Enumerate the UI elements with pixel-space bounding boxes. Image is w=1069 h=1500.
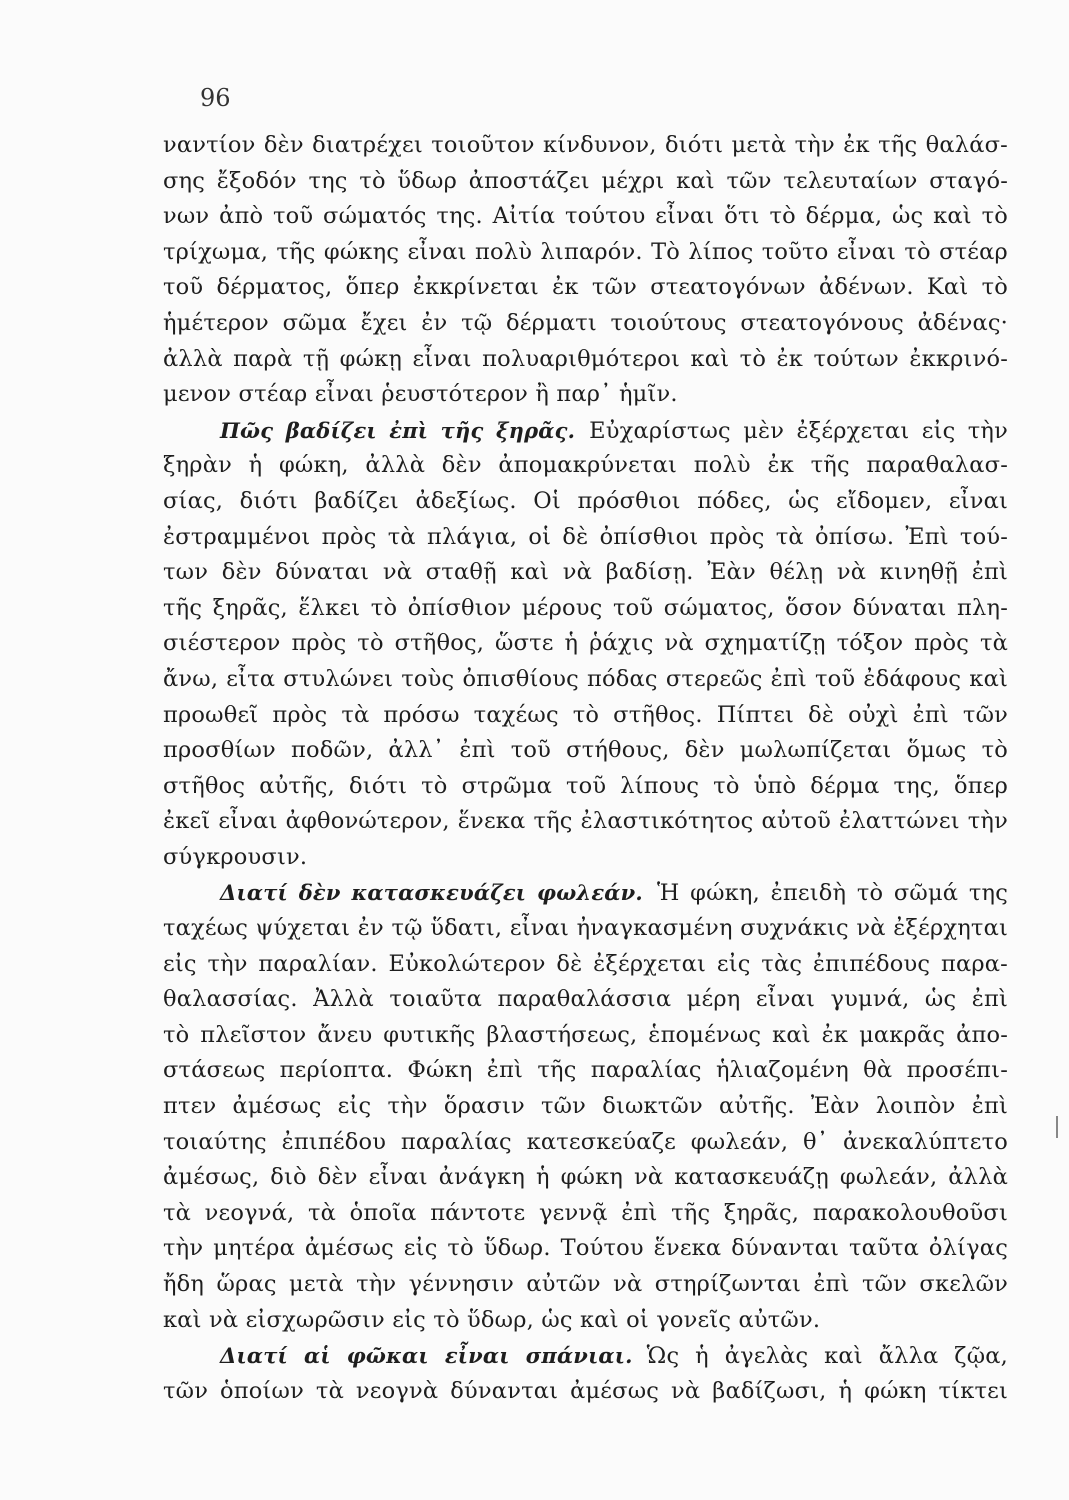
text-line: πτεν ἀμέσως εἰς τὴν ὅρασιν τῶν διωκτῶν αὐτῆς. Ἐὰν λοιπὸν ἐπὶ bbox=[163, 1093, 1008, 1120]
text-line: στῆθος αὐτῆς, διότι τὸ στρῶμα τοῦ λίπους τὸ ὑπὸ δέρμα της, ὅπερ bbox=[163, 772, 1008, 799]
text-line: σης ἔξοδόν της τὸ ὕδωρ ἀποστάζει μέχρι καὶ τῶν τελευταίων σταγό- bbox=[163, 167, 1008, 194]
text-line: ἀλλὰ παρὰ τῇ φώκῃ εἶναι πολυαριθμότεροι καὶ τὸ ἐκ τούτων ἐκκρινό- bbox=[163, 345, 1008, 372]
text-line: τῶν ὁποίων τὰ νεογνὰ δύνανται ἀμέσως νὰ βαδίζωσι, ἡ φώκη τίκτει bbox=[163, 1377, 1008, 1404]
text-line: προσθίων ποδῶν, ἀλλ᾽ ἐπὶ τοῦ στήθους, δὲν μωλωπίζεται ὅμως τὸ bbox=[163, 737, 1008, 764]
text-line: νων ἀπὸ τοῦ σώματός της. Αἰτία τούτου εἶναι ὅτι τὸ δέρμα, ὡς καὶ τὸ bbox=[163, 203, 1008, 230]
text-line: ἐκεῖ εἶναι ἀφθονώτερον, ἕνεκα τῆς ἐλαστικότητος αὐτοῦ ἐλαττώνει τὴν bbox=[163, 808, 1008, 835]
heading-line bbox=[163, 1338, 1008, 1374]
text-line: ναντίον δὲν διατρέχει τοιοῦτον κίνδυνον, διότι μετὰ τὴν ἐκ τῆς θαλάσ- bbox=[163, 132, 1008, 158]
text-line: σύγκρουσιν. bbox=[163, 843, 308, 870]
text-line: τὰ νεογνά, τὰ ὁποῖα πάντοτε γεννᾷ ἐπὶ τῆς ξηρᾶς, παρακολουθοῦσι bbox=[163, 1199, 1008, 1226]
text-line: ἀμέσως, διὸ δὲν εἶναι ἀνάγκη ἡ φώκη νὰ κατασκευάζῃ φωλεάν, ἀλλὰ bbox=[163, 1164, 1008, 1191]
text-line: εἰς τὴν παραλίαν. Εὐκολώτερον δὲ ἐξέρχεται εἰς τὰς ἐπιπέδους παρα- bbox=[163, 950, 1008, 977]
body-text bbox=[163, 128, 1008, 1409]
text-line: καὶ νὰ εἰσχωρῶσιν εἰς τὸ ὕδωρ, ὡς καὶ οἱ γονεῖς αὐτῶν. bbox=[163, 1306, 821, 1333]
text-line: τῆς ξηρᾶς, ἕλκει τὸ ὀπίσθιον μέρους τοῦ σώματος, ὅσον δύναται πλη- bbox=[163, 594, 1008, 621]
text-line: θαλασσίας. Ἀλλὰ τοιαῦτα παραθαλάσσια μέρη εἶναι γυμνά, ὡς ἐπὶ bbox=[163, 986, 1008, 1013]
text-line: τὴν μητέρα ἀμέσως εἰς τὸ ὕδωρ. Τούτου ἕνεκα δύνανται ταῦτα ὀλίγας bbox=[163, 1235, 1008, 1262]
text-line: στάσεως περίοπτα. Φώκη ἐπὶ τῆς παραλίας ἡλιαζομένη θὰ προσέπι- bbox=[163, 1057, 1008, 1084]
text-line: των δὲν δύναται νὰ σταθῇ καὶ νὰ βαδίσῃ. Ἐὰν θέλῃ νὰ κινηθῇ ἐπὶ bbox=[163, 559, 1008, 586]
heading-line bbox=[163, 875, 1008, 911]
text-line: τρίχωμα, τῆς φώκης εἶναι πολὺ λιπαρόν. Τὸ λίπος τοῦτο εἶναι τὸ στέαρ bbox=[163, 238, 1008, 265]
text-line: ξηρὰν ἡ φώκη, ἀλλὰ δὲν ἀπομακρύνεται πολὺ ἐκ τῆς παραθαλασ- bbox=[163, 452, 1008, 479]
text-line: τὸ πλεῖστον ἄνευ φυτικῆς βλαστήσεως, ἑπομένως καὶ ἐκ μακρᾶς ἀπο- bbox=[163, 1021, 1008, 1048]
text-line: τοιαύτης ἐπιπέδου παραλίας κατεσκεύαζε φωλεάν, θ᾽ ἀνεκαλύπτετο bbox=[163, 1128, 1008, 1155]
text-line: Ἡ φώκη, ἐπειδὴ τὸ σῶμά της bbox=[656, 880, 1008, 907]
text-line: σιέστερον πρὸς τὸ στῆθος, ὥστε ἡ ῥάχις νὰ σχηματίζῃ τόξον πρὸς τὰ bbox=[163, 630, 1008, 657]
text-line: σίας, διότι βαδίζει ἀδεξίως. Οἱ πρόσθιοι πόδες, ὡς εἴδομεν, εἶναι bbox=[163, 487, 1008, 514]
text-line: προωθεῖ πρὸς τὰ πρόσω ταχέως τὸ στῆθος. Πίπτει δὲ οὐχὶ ἐπὶ τῶν bbox=[163, 701, 1008, 728]
text-line: ἡμέτερον σῶμα ἔχει ἐν τῷ δέρματι τοιούτους στεατογόνους ἀδένας· bbox=[163, 309, 1008, 336]
text-line: ταχέως ψύχεται ἐν τῷ ὕδατι, εἶναι ἠναγκασμένη συχνάκις νὰ ἐξέρχηται bbox=[163, 915, 1008, 942]
section-heading: Διατί δὲν κατασκευάζει φωλεάν. bbox=[220, 880, 643, 906]
text-line: Ὡς ἡ ἀγελὰς καὶ ἄλλα ζῷα, bbox=[646, 1343, 1008, 1370]
text-line: ἐστραμμένοι πρὸς τὰ πλάγια, οἱ δὲ ὀπίσθιοι πρὸς τὰ ὀπίσω. Ἐπὶ τού- bbox=[163, 523, 1008, 550]
heading-line bbox=[163, 413, 1008, 449]
section-heading: Διατί αἱ φῶκαι εἶναι σπάνιαι. bbox=[220, 1343, 633, 1369]
text-line: ἄνω, εἶτα στυλώνει τοὺς ὀπισθίους πόδας στερεῶς ἐπὶ τοῦ ἐδάφους καὶ bbox=[163, 665, 1008, 692]
page-number: 96 bbox=[200, 84, 231, 112]
text-line: τοῦ δέρματος, ὅπερ ἐκκρίνεται ἐκ τῶν στεατογόνων ἀδένων. Καὶ τὸ bbox=[163, 274, 1008, 301]
margin-mark bbox=[1056, 1116, 1058, 1138]
text-line: ἤδη ὥρας μετὰ τὴν γέννησιν αὐτῶν νὰ στηρίζωνται ἐπὶ τῶν σκελῶν bbox=[163, 1271, 1008, 1297]
text-line: μενον στέαρ εἶναι ῥευστότερον ἢ παρ᾽ ἡμῖν. bbox=[163, 381, 678, 408]
section-heading: Πῶς βαδίζει ἐπὶ τῆς ξηρᾶς. bbox=[220, 417, 576, 443]
text-line: Εὐχαρίστως μὲν ἐξέρχεται εἰς τὴν bbox=[589, 417, 1008, 444]
